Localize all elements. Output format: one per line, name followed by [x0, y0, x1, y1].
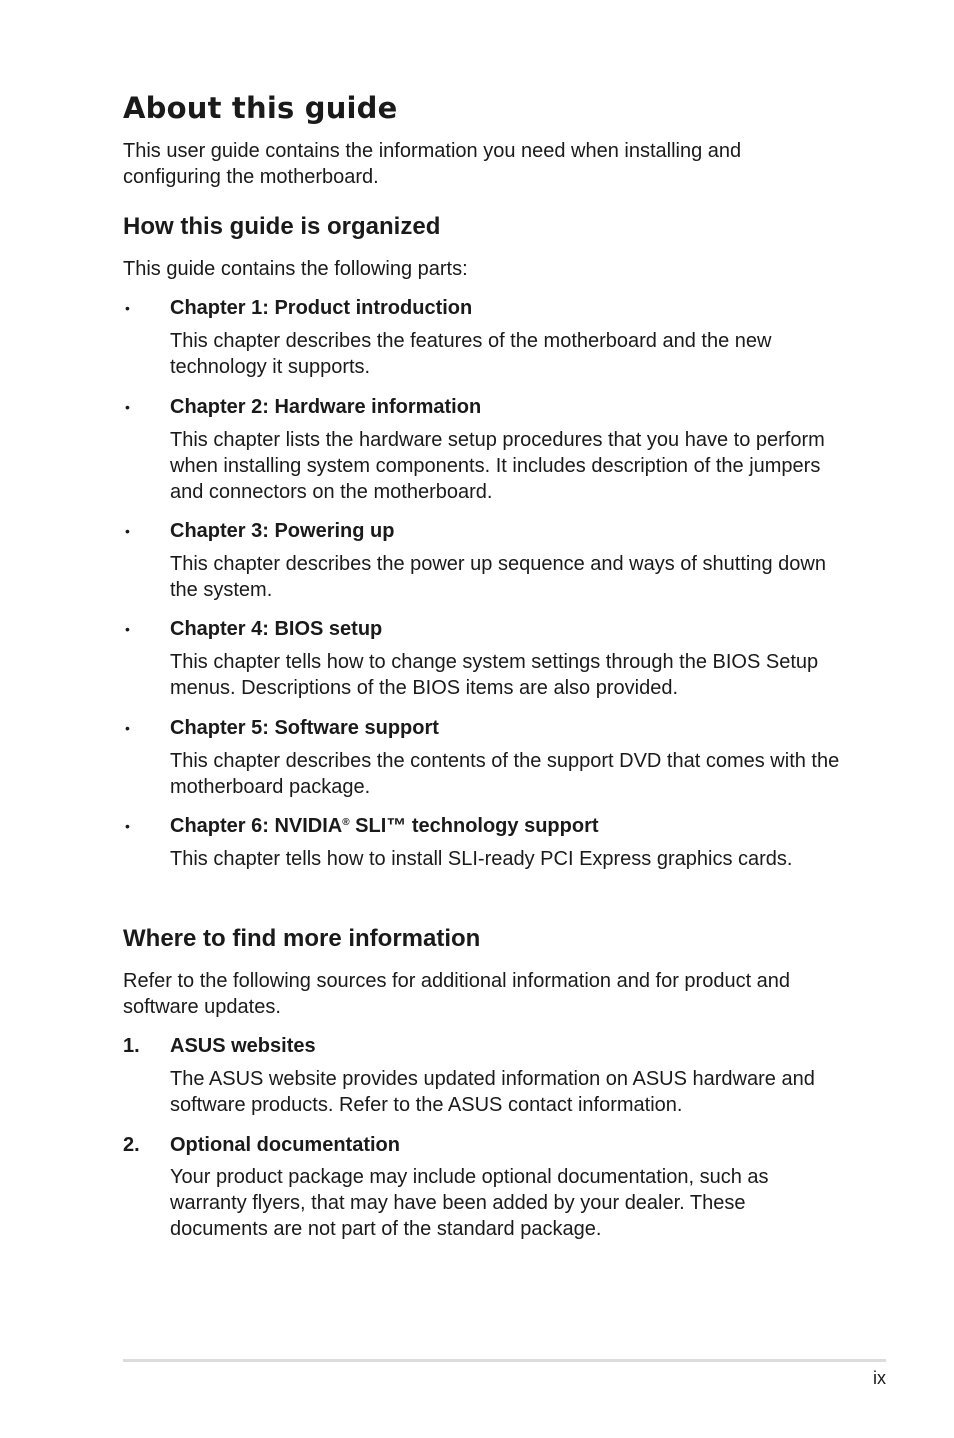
chapter-title [170, 813, 599, 839]
source-description: Your product package may include optional documentation, such as warranty flyers, that may have been added by your dealer. These documents are not part of the standard package. [170, 1166, 769, 1240]
source-title: Optional documentation [170, 1134, 400, 1156]
bullet-marker: • [125, 300, 130, 316]
chapter-item-2 [123, 394, 843, 420]
section-heading-more-info: Where to find more information [123, 925, 481, 952]
chapter-item-5 [123, 715, 843, 741]
registered-mark: ® [342, 817, 350, 828]
source-item-2 [123, 1132, 843, 1158]
source-title: ASUS websites [170, 1035, 316, 1057]
intro-paragraph: This user guide contains the information you need when installing and configuring the motherboard. [123, 140, 742, 188]
chapter-item-1 [123, 295, 843, 321]
chapter-title: Chapter 4: BIOS setup [170, 618, 383, 640]
source-item-1 [123, 1033, 843, 1059]
list-number: 1. [123, 1035, 140, 1057]
chapter-description: This chapter lists the hardware setup procedures that you have to perform when installing system components. It includes description of the jumpers and connectors on the motherboard. [170, 429, 825, 503]
bullet-marker: • [125, 720, 130, 736]
chapter-title: Chapter 2: Hardware information [170, 396, 482, 418]
chapter-title: Chapter 1: Product introduction [170, 297, 473, 319]
chapter-item-3 [123, 518, 843, 544]
chapter-title-part: Chapter 6: NVIDIA [170, 815, 343, 837]
bullet-marker: • [125, 523, 130, 539]
chapter-description: This chapter tells how to install SLI-ready PCI Express graphics cards. [170, 848, 793, 870]
page-number: ix [873, 1368, 886, 1388]
bullet-marker: • [125, 621, 130, 637]
chapter-title-part: SLI™ technology support [349, 815, 599, 837]
chapter-description: This chapter describes the features of the motherboard and the new technology it supports. [170, 330, 772, 378]
source-description: The ASUS website provides updated information on ASUS hardware and software products. Refer to the ASUS contact information. [170, 1068, 815, 1116]
bullet-marker: • [125, 818, 130, 834]
list-number: 2. [123, 1134, 140, 1156]
section-heading-organized: How this guide is organized [123, 213, 441, 240]
organized-lead: This guide contains the following parts: [123, 258, 468, 280]
chapter-item-4 [123, 616, 843, 642]
chapter-description: This chapter describes the power up sequence and ways of shutting down the system. [170, 553, 826, 601]
chapter-title: Chapter 3: Powering up [170, 520, 395, 542]
more-info-lead: Refer to the following sources for additional information and for product and software updates. [123, 970, 791, 1018]
chapter-item-6 [123, 813, 843, 839]
chapter-description: This chapter describes the contents of the support DVD that comes with the motherboard package. [170, 750, 840, 798]
chapter-description: This chapter tells how to change system settings through the BIOS Setup menus. Descriptions of the BIOS items are also provided. [170, 651, 819, 699]
bullet-marker: • [125, 399, 130, 415]
footer-divider [123, 1359, 886, 1362]
chapter-title: Chapter 5: Software support [170, 717, 439, 739]
page-title: About this guide [123, 91, 398, 125]
